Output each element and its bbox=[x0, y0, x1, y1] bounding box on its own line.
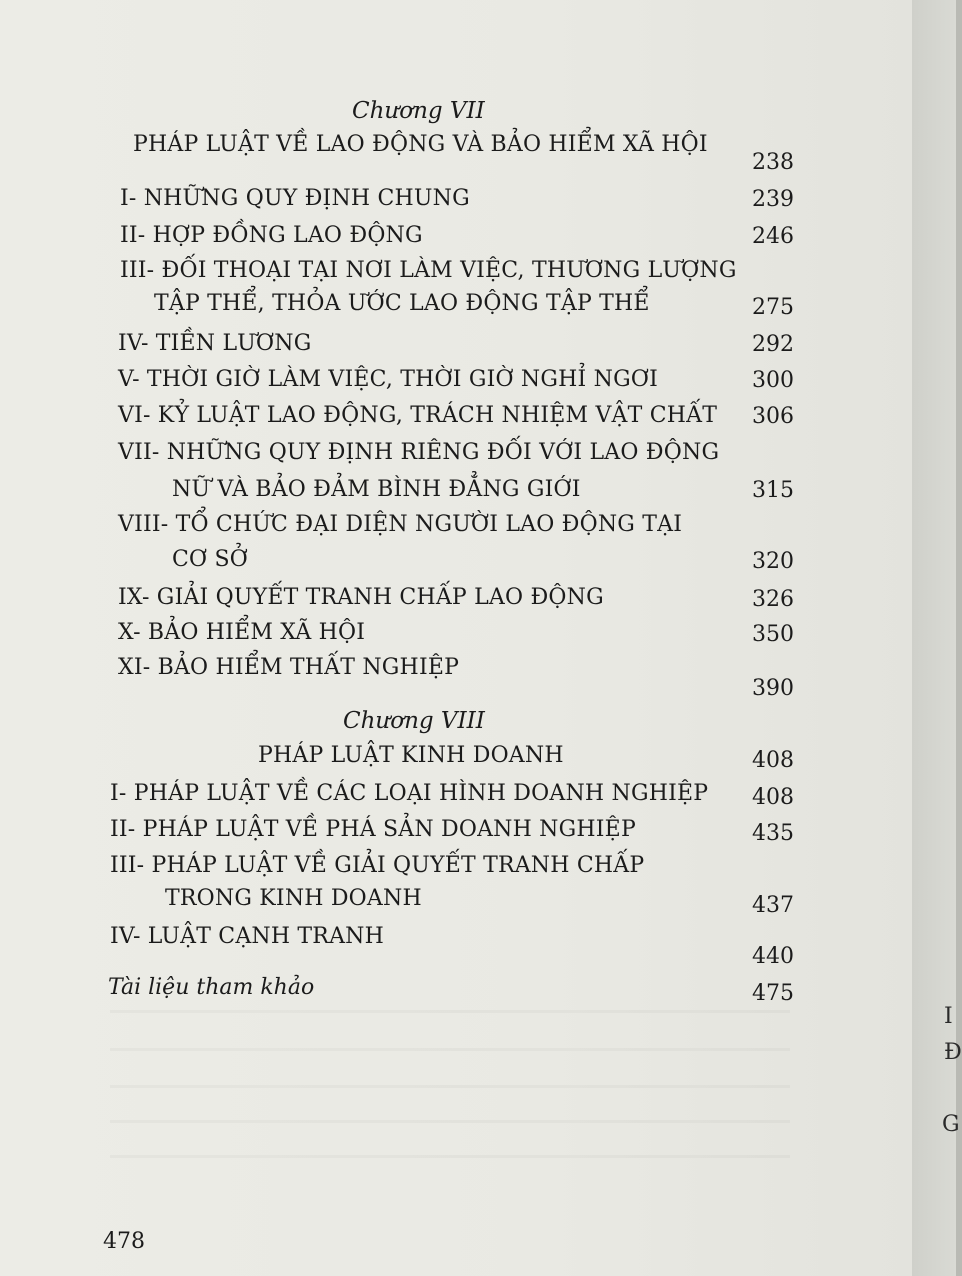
chapter-7-heading: Chương VII bbox=[352, 98, 485, 124]
chapter-8-title: PHÁP LUẬT KINH DOANH bbox=[258, 743, 564, 768]
toc-page-8-1: 408 bbox=[752, 785, 794, 810]
toc-line-7-6: VI- KỶ LUẬT LAO ĐỘNG, TRÁCH NHIỆM VẬT CHẤT bbox=[118, 403, 718, 428]
toc-line-7-1: I- NHỮNG QUY ĐỊNH CHUNG bbox=[120, 186, 470, 211]
toc-line-8-4: IV- LUẬT CẠNH TRANH bbox=[110, 924, 384, 949]
show-through-line bbox=[110, 1048, 790, 1051]
toc-line-8-1: I- PHÁP LUẬT VỀ CÁC LOẠI HÌNH DOANH NGHIỆP bbox=[110, 781, 709, 806]
toc-line-7-5: V- THỜI GIỜ LÀM VIỆC, THỜI GIỜ NGHỈ NGƠI bbox=[118, 367, 658, 392]
chapter-7-title: PHÁP LUẬT VỀ LAO ĐỘNG VÀ BẢO HIỂM XÃ HỘI bbox=[133, 132, 708, 157]
toc-line-8-3a: III- PHÁP LUẬT VỀ GIẢI QUYẾT TRANH CHẤP bbox=[110, 853, 645, 878]
toc-line-7-8b: CƠ SỞ bbox=[172, 547, 248, 572]
toc-page-7-8: 320 bbox=[752, 549, 794, 574]
show-through-line bbox=[110, 1120, 790, 1123]
chapter-8-page: 408 bbox=[752, 748, 794, 773]
edge-glyph-3: G bbox=[942, 1112, 960, 1137]
toc-page-7-11: 390 bbox=[752, 676, 794, 701]
toc-line-7-8a: VIII- TỔ CHỨC ĐẠI DIỆN NGƯỜI LAO ĐỘNG TẠI bbox=[118, 512, 683, 537]
toc-line-7-2: II- HỢP ĐỒNG LAO ĐỘNG bbox=[120, 223, 423, 248]
toc-page-7-6: 306 bbox=[752, 404, 794, 429]
toc-page-8-3: 437 bbox=[752, 893, 794, 918]
adjacent-page-edge bbox=[912, 0, 962, 1276]
toc-page-8-2: 435 bbox=[752, 821, 794, 846]
toc-line-7-3b: TẬP THỂ, THỎA ƯỚC LAO ĐỘNG TẬP THỂ bbox=[154, 291, 650, 316]
toc-line-7-4: IV- TIỀN LƯƠNG bbox=[118, 331, 312, 356]
chapter-8-heading: Chương VIII bbox=[343, 708, 485, 734]
toc-line-7-7a: VII- NHỮNG QUY ĐỊNH RIÊNG ĐỐI VỚI LAO ĐỘNG bbox=[118, 440, 720, 465]
toc-line-7-11: XI- BẢO HIỂM THẤT NGHIỆP bbox=[118, 655, 460, 680]
show-through-line bbox=[110, 1085, 790, 1088]
toc-line-7-3a: III- ĐỐI THOẠI TẠI NƠI LÀM VIỆC, THƯƠNG LƯỢNG bbox=[120, 258, 737, 283]
references-page: 475 bbox=[752, 981, 794, 1006]
toc-line-8-3b: TRONG KINH DOANH bbox=[165, 886, 422, 911]
toc-line-7-10: X- BẢO HIỂM XÃ HỘI bbox=[118, 620, 366, 645]
toc-page-8-4: 440 bbox=[752, 944, 794, 969]
toc-page-7-2: 246 bbox=[752, 224, 794, 249]
references-label: Tài liệu tham khảo bbox=[108, 975, 315, 1000]
toc-line-7-9: IX- GIẢI QUYẾT TRANH CHẤP LAO ĐỘNG bbox=[118, 585, 604, 610]
toc-page-7-4: 292 bbox=[752, 332, 794, 357]
toc-page-7-7: 315 bbox=[752, 478, 794, 503]
toc-page-7-3: 275 bbox=[752, 295, 794, 320]
show-through-line bbox=[110, 1155, 790, 1158]
chapter-7-page: 238 bbox=[752, 150, 794, 175]
toc-page-7-1: 239 bbox=[752, 187, 794, 212]
edge-glyph-1: I bbox=[944, 1004, 953, 1029]
page-number: 478 bbox=[103, 1229, 145, 1254]
toc-page-7-9: 326 bbox=[752, 587, 794, 612]
show-through-line bbox=[110, 1010, 790, 1013]
toc-page-7-5: 300 bbox=[752, 368, 794, 393]
toc-line-7-7b: NỮ VÀ BẢO ĐẢM BÌNH ĐẲNG GIỚI bbox=[172, 477, 581, 502]
edge-glyph-2: Đ bbox=[944, 1040, 962, 1065]
toc-page-7-10: 350 bbox=[752, 622, 794, 647]
toc-line-8-2: II- PHÁP LUẬT VỀ PHÁ SẢN DOANH NGHIỆP bbox=[110, 817, 636, 842]
